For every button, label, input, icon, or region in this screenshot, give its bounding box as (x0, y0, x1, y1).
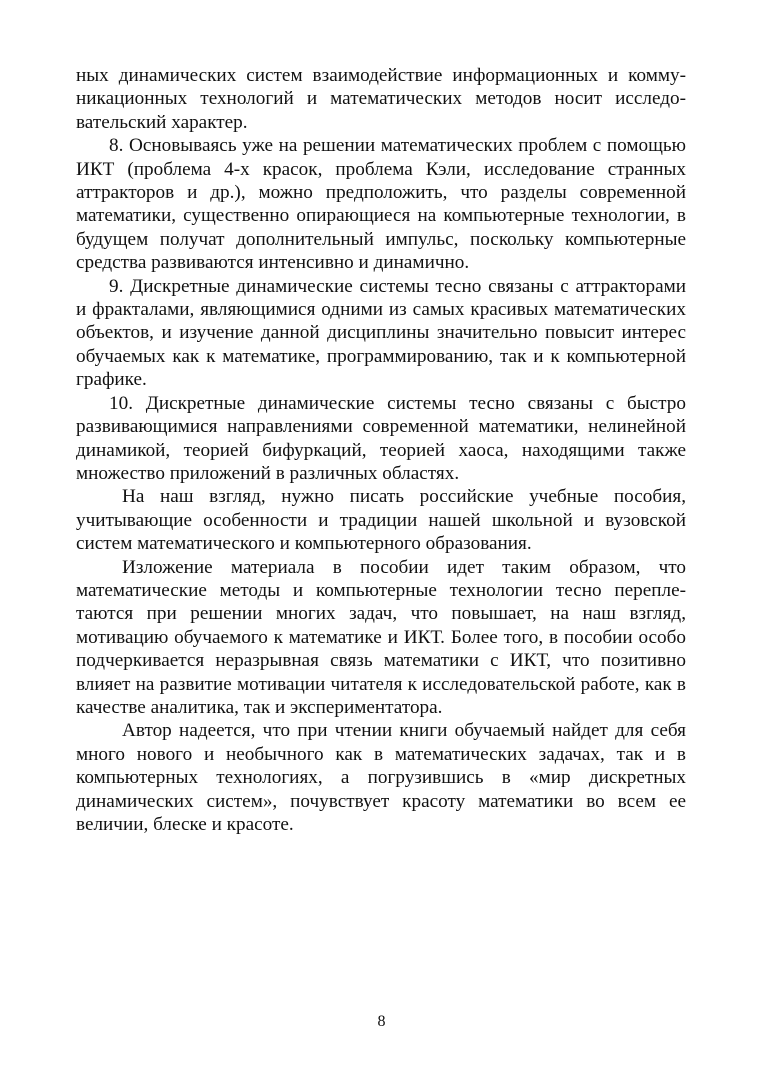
paragraph-item-9: 9. Дискретные динамические системы тесно связаны с аттракторами и фракталами, являющимися одними из самых красивых математических объектов, и изучение данной дисциплины значительно повысит интерес обучаемых как к математике, программированию, так и к компьютерной графике. (76, 275, 686, 391)
paragraph-item-8: 8. Основываясь уже на решении математических проблем с помощью ИКТ (проблема 4-х красок, проблема Кэли, исследование странных аттракторов и др.), можно предположить, что разделы современной математики, существенно опирающиеся на компьютерные технологии, в будущем получат дополнительный импульс, поскольку компьютерные средства развиваются интенсивно и динамично. (76, 135, 686, 274)
paragraph-presentation: Изложение материала в пособии идет таким образом, что математические методы и компьютерные технологии тесно переплетаются при решении многих задач, что повышает, на наш взгляд, мотивацию обучаемого к математике и ИКТ. Более того, в пособии особо подчеркивается неразрывная связь математики с ИКТ, что позитивно влияет на развитие мотивации читателя к исследовательской работе, как в качестве аналитика, так и экспериментатора. (76, 556, 686, 718)
paragraph-continuation: ных динамических систем взаимодействие информационных и коммуникационных технологий и математических методов носит исследовательский характер. (76, 65, 686, 133)
paragraph-textbooks: На наш взгляд, нужно писать российские учебные пособия, учитывающие особенности и традиции нашей школьной и вузовской систем математического и компьютерного образования. (76, 486, 686, 555)
paragraph-author-hope: Автор надеется, что при чтении книги обучаемый найдет для себя много нового и необычного как в математических задачах, так и в компьютерных технологиях, а погрузившись в «мир дискретных динамических систем», почувствует красоту математики во всем ее величии, блеске и красоте. (76, 720, 686, 835)
paragraph-item-10: 10. Дискретные динамические системы тесно связаны с быстро развивающимися направлениями современной математики, нелинейной динамикой, теорией бифуркаций, теорией хаоса, находящими также множество приложений в различных областях. (76, 392, 686, 484)
page-number: 8 (377, 1013, 386, 1030)
page-body (76, 64, 686, 836)
